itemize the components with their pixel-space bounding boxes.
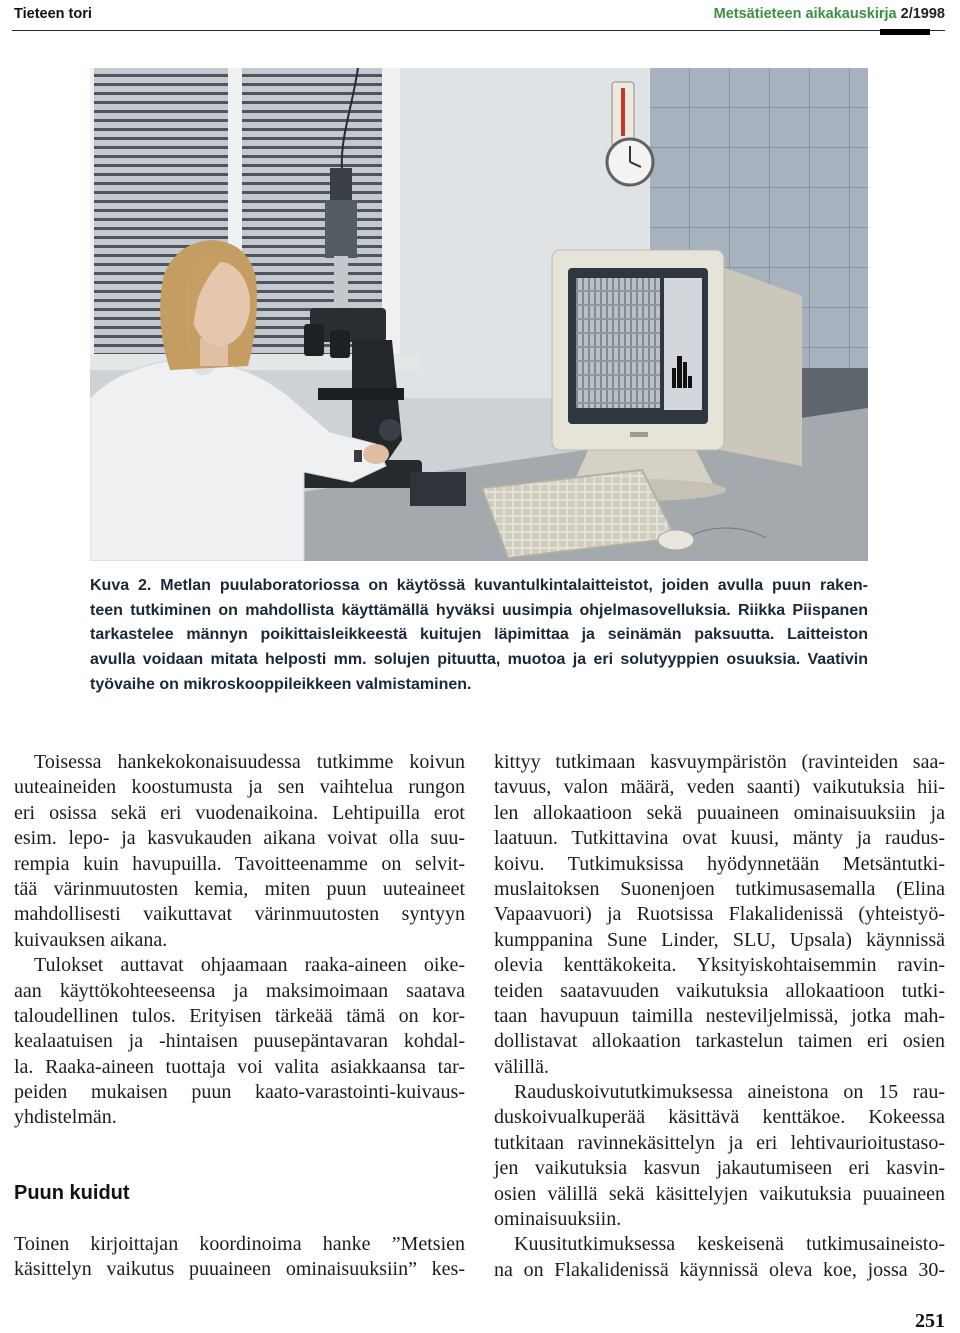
paragraph — [14, 1232, 465, 1283]
body-line: Kuusitutkimuksessa keskeisenä tutkimusaineisto- — [514, 1233, 945, 1256]
body-line: dollistavat allokaation tarkastelun taimen eri osien — [494, 1030, 945, 1053]
body-line: tää värinmuutosten kemia, miten puun uuteaineet — [14, 877, 465, 900]
body-line: ominaisuuksiin. — [494, 1208, 622, 1231]
body-line: yhdistelmän. — [14, 1106, 117, 1129]
body-line: peiden mukaisen puun kaato-varastointi-kuivaus- — [14, 1081, 465, 1104]
body-line: Toinen kirjoittajan koordinoima hanke ”Metsien — [14, 1232, 465, 1255]
figure-caption — [90, 574, 868, 697]
body-line: teiden saatavuuden vaikutuksia allokaatioon tutki- — [494, 979, 945, 1002]
caption-line — [90, 574, 868, 599]
journal-issue: 2/1998 — [900, 6, 945, 22]
body-line: muslaitoksen Suonenjoen tutkimusasemalla (Elina — [494, 877, 945, 900]
focus-knob — [379, 419, 401, 441]
body-line: len allokaatioon sekä puuaineen ominaisuuksiin ja — [494, 801, 945, 824]
body-line: olevia kenttäkokeita. Yksityiskohtaisemmin ravin- — [494, 954, 945, 977]
body-line: koivu. Tutkimuksissa hyödynnetään Metsäntutki- — [494, 852, 945, 875]
microscope-stage — [318, 388, 404, 400]
caption-line: avulla voidaan mitata helposti mm. solujen pituutta, muotoa ja eri solutyyppien osuuksia. Vaativin — [90, 651, 868, 669]
paragraph — [494, 1080, 945, 1232]
body-line: Rauduskoivututkimuksessa aineistona on 15 rau- — [514, 1081, 945, 1104]
wall-clock — [607, 139, 653, 185]
micrograph-image — [576, 278, 660, 408]
paragraph — [494, 750, 945, 1080]
body-line: na on Flakalidenissä käynnissä oleva koe, jossa 30- — [494, 1258, 945, 1281]
caption-line: tarkastelee männyn poikittaisleikkeestä kuitujen läpimittaa ja seinämän paksuutta. Laitteiston — [90, 626, 868, 644]
body-line: tavuus, valon määrä, veden saanti) vaikutuksia hii- — [494, 776, 945, 799]
figure-label: Kuva 2. — [90, 577, 152, 594]
caption-line: teen tutkiminen on mahdollista käyttämällä hyväksi uusimpia ohjelmasovelluksia. Riikka Piispanen — [90, 601, 868, 619]
microscope-camera — [330, 168, 352, 202]
body-line: taloudellinen tulos. Erityisen tärkeää tämä on kor- — [14, 1004, 465, 1027]
eyepiece-right — [330, 330, 350, 358]
body-line: kuivauksen aikana. — [14, 928, 168, 951]
paragraph — [14, 750, 465, 953]
caption-line: työvaihe on mikroskooppileikkeen valmistaminen. — [90, 675, 472, 693]
body-line: Toisessa hankekokonaisuudessa tutkimme koivun — [34, 751, 465, 773]
paragraph — [14, 953, 465, 1131]
right-column — [494, 750, 945, 1283]
body-line: rempia kuin havupuilla. Tavoitteenamme on selvit- — [14, 852, 465, 875]
body-line: kittyy tutkimaan kasvuympäristön (ravinteiden saa- — [494, 751, 945, 773]
header-rule — [12, 30, 945, 31]
wristwatch — [354, 450, 362, 462]
body-line: osien välillä sekä käsittelyjen vaikutuksia puuaineen — [494, 1182, 945, 1205]
body-line: välillä. — [494, 1055, 549, 1078]
body-line: Tulokset auttavat ohjaamaan raaka-aineen oike- — [34, 954, 465, 977]
paragraph — [494, 1232, 945, 1283]
hand — [363, 444, 389, 464]
left-column — [14, 750, 465, 1283]
body-line: laatuun. Tutkittavina ovat kuusi, mänty ja raudus- — [494, 827, 945, 850]
header-rule-block — [880, 29, 930, 35]
monitor-logo — [630, 432, 648, 437]
body-line: la. Raaka-aineen tuottaja voi valita asiakkaansa tar- — [14, 1055, 465, 1078]
body-line: taan havupuun taimilla nesteviljelmissä, jotka mah- — [494, 1004, 945, 1027]
body-line: esim. lepo- ja kasvukauden aikana voivat olla suu- — [14, 827, 465, 850]
section-heading: Puun kuidut — [14, 1181, 130, 1204]
eyepiece-left — [304, 324, 324, 356]
caption-line-text: Metlan puulaboratoriossa on käytössä kuvantulkintalaitteistot, joiden avulla puun raken- — [160, 577, 869, 594]
thermometer — [612, 82, 634, 146]
body-line: käsittelyn vaikutus puuaineen ominaisuuksiin” kes- — [14, 1258, 465, 1281]
body-line: mahdollisesti vaikuttavat värinmuutosten syntyyn — [14, 903, 465, 926]
body-line: eri osissa sekä eri vuodenaikoina. Lehtipuilla erot — [14, 801, 465, 824]
running-header-section: Tieteen tori — [14, 6, 92, 22]
page-number: 251 — [915, 1310, 945, 1332]
body-line: uuteaineiden koostumusta ja sen vaihtelua rungon — [14, 776, 465, 799]
journal-title: Metsätieteen aikakauskirja — [713, 6, 897, 22]
body-line: Vapaavuori) ja Ruotsissa Flakalidenissä (yhteistyö- — [494, 903, 945, 926]
body-line: tutkitaan ravinnekäsittelyn ja eri lehtivaurioitustaso- — [494, 1131, 945, 1154]
running-header-journal — [714, 4, 945, 24]
body-line: duskoivualkuperää käsittävä kenttäkoe. Kokeessa — [494, 1106, 945, 1129]
light-source — [410, 472, 466, 506]
figure-photo — [90, 68, 868, 561]
body-line: kealaatuisen ja -hintaisen puusepäntavaran kohdal- — [14, 1030, 465, 1053]
software-panel — [664, 278, 702, 410]
body-line: aan käyttökohteeseensa ja maksimoimaan saatava — [14, 979, 465, 1002]
body-line: jen vaikutuksia kasvun jakautumiseen eri kasvin- — [494, 1157, 945, 1180]
body-line: kumppanina Sune Linder, SLU, Upsala) käynnissä — [494, 928, 945, 951]
